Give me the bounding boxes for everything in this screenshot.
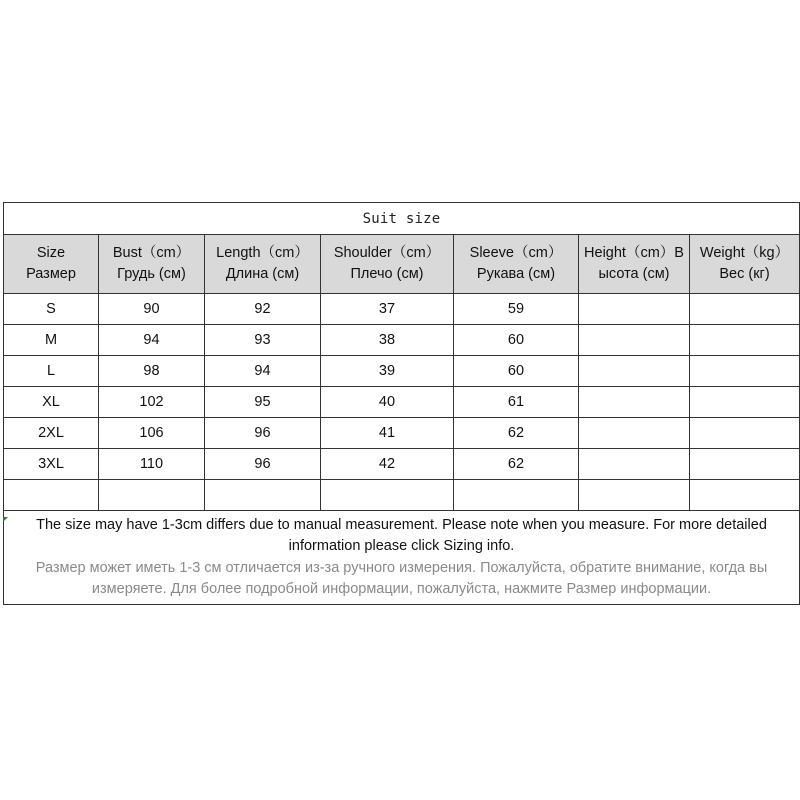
cell-size <box>4 480 99 511</box>
cell-weight <box>690 449 800 480</box>
table-row <box>4 418 800 449</box>
cell-weight <box>690 387 800 418</box>
table-row <box>4 325 800 356</box>
cell-sleeve: 62 <box>454 418 579 449</box>
cell-length: 92 <box>205 294 321 325</box>
cell-shoulder: 40 <box>321 387 454 418</box>
column-header-ru: Вес (кг) <box>719 266 770 282</box>
table-title: Suit size <box>4 203 800 235</box>
cell-size: M <box>4 325 99 356</box>
column-header-en: Sleeve（cm） <box>469 245 563 261</box>
table-row <box>4 449 800 480</box>
column-header-en: Length（cm） <box>216 245 309 261</box>
cell-bust: 98 <box>99 356 205 387</box>
column-header-bust <box>99 235 205 294</box>
cell-sleeve: 62 <box>454 449 579 480</box>
column-header-ru: Грудь (см) <box>117 266 186 282</box>
column-header-length <box>205 235 321 294</box>
column-header-ru: Рукава (см) <box>476 266 556 282</box>
cell-size: XL <box>4 387 99 418</box>
cell-size: S <box>4 294 99 325</box>
cell-shoulder: 42 <box>321 449 454 480</box>
cell-weight <box>690 480 800 511</box>
cell-sleeve: 60 <box>454 325 579 356</box>
cell-height <box>579 387 690 418</box>
column-header-shoulder <box>321 235 454 294</box>
note-russian: Размер может иметь 1-3 см отличается из-за ручного измерения. Пожалуйста, обратите внимание, когда вы измеряете. Для более подробной информации, пожалуйста, нажмите Размер информации. <box>35 559 768 597</box>
table-row <box>4 356 800 387</box>
cell-sleeve: 60 <box>454 356 579 387</box>
cell-size: 2XL <box>4 418 99 449</box>
cell-height <box>579 325 690 356</box>
cell-sleeve: 61 <box>454 387 579 418</box>
cell-length: 95 <box>205 387 321 418</box>
cell-shoulder: 38 <box>321 325 454 356</box>
note-row <box>4 511 800 605</box>
column-header-en: Weight（kg） <box>699 245 790 261</box>
cell-length: 94 <box>205 356 321 387</box>
cell-bust: 102 <box>99 387 205 418</box>
cell-bust: 106 <box>99 418 205 449</box>
cell-sleeve <box>454 480 579 511</box>
column-header-ru: ысота (см) <box>598 266 670 282</box>
cell-weight <box>690 356 800 387</box>
table-row <box>4 387 800 418</box>
column-header-ru: Длина (см) <box>225 266 300 282</box>
cell-sleeve: 59 <box>454 294 579 325</box>
cell-size: L <box>4 356 99 387</box>
column-header-en: Size <box>36 245 66 261</box>
table-header-row <box>4 235 800 294</box>
column-header-ru: Плечо (см) <box>350 266 424 282</box>
cell-height <box>579 449 690 480</box>
table-title-row <box>4 203 800 235</box>
cell-size: 3XL <box>4 449 99 480</box>
cell-weight <box>690 325 800 356</box>
cell-bust: 94 <box>99 325 205 356</box>
column-header-weight <box>690 235 800 294</box>
column-header-size <box>4 235 99 294</box>
cell-height <box>579 356 690 387</box>
cell-bust <box>99 480 205 511</box>
cell-bust: 90 <box>99 294 205 325</box>
table-row <box>4 294 800 325</box>
column-header-en: Bust（cm） <box>112 245 191 261</box>
table-row-empty <box>4 480 800 511</box>
column-header-en: Height（cm）В <box>584 245 684 261</box>
column-header-sleeve <box>454 235 579 294</box>
cell-shoulder <box>321 480 454 511</box>
cell-length: 96 <box>205 418 321 449</box>
column-header-en: Shoulder（cm） <box>333 245 441 261</box>
size-chart-table <box>3 202 800 605</box>
note-english: The size may have 1-3cm differs due to manual measurement. Please note when you measure. For more detailed information please click Sizing info. <box>36 516 767 554</box>
cell-corner-marker <box>3 517 8 522</box>
cell-weight <box>690 294 800 325</box>
cell-shoulder: 41 <box>321 418 454 449</box>
cell-bust: 110 <box>99 449 205 480</box>
column-header-ru: Размер <box>26 266 76 282</box>
cell-height <box>579 294 690 325</box>
cell-weight <box>690 418 800 449</box>
column-header-height <box>579 235 690 294</box>
cell-shoulder: 39 <box>321 356 454 387</box>
cell-length <box>205 480 321 511</box>
cell-length: 93 <box>205 325 321 356</box>
cell-length: 96 <box>205 449 321 480</box>
measurement-note <box>4 511 800 605</box>
cell-height <box>579 418 690 449</box>
cell-height <box>579 480 690 511</box>
cell-shoulder: 37 <box>321 294 454 325</box>
